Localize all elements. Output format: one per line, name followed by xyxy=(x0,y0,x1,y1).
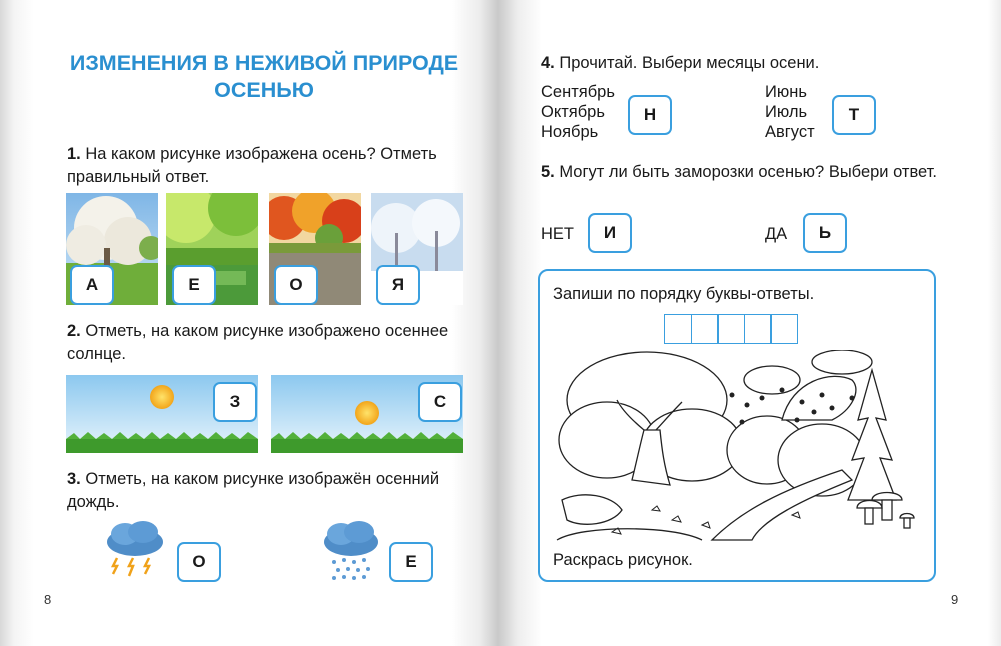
question-3-text: Отметь, на каком рисунке изображён осенний дождь. xyxy=(67,470,440,511)
question-1-text: На каком рисунке изображена осень? Отметь правильный ответ. xyxy=(67,145,437,186)
question-2-number: 2. xyxy=(67,322,81,340)
month-july: Июль xyxy=(765,103,808,121)
answer-cell[interactable] xyxy=(691,314,719,344)
answer-cell[interactable] xyxy=(744,314,772,344)
page-number-right: 9 xyxy=(951,592,959,607)
question-2 xyxy=(67,320,465,366)
answer-letter-n[interactable]: Н xyxy=(628,95,672,135)
answer-letter-ya[interactable]: Я xyxy=(376,265,420,305)
answer-cell[interactable] xyxy=(664,314,692,344)
answer-letter-e-rain[interactable]: Е xyxy=(389,542,433,582)
coloring-instruction: Раскрась рисунок. xyxy=(553,551,693,569)
question-4 xyxy=(541,52,941,75)
month-september: Сентябрь xyxy=(541,83,615,101)
thunderstorm-cloud-icon xyxy=(103,520,167,582)
month-november: Ноябрь xyxy=(541,123,599,141)
answer-letter-e[interactable]: Е xyxy=(172,265,216,305)
page-number-left: 8 xyxy=(44,592,52,607)
answer-letter-i[interactable]: И xyxy=(588,213,632,253)
answer-letter-soft-sign[interactable]: Ь xyxy=(803,213,847,253)
question-2-text: Отметь, на каком рисунке изображено осеннее солнце. xyxy=(67,322,449,363)
question-1-number: 1. xyxy=(67,145,81,163)
question-3-number: 3. xyxy=(67,470,81,488)
month-october: Октябрь xyxy=(541,103,605,121)
question-5 xyxy=(541,161,939,184)
question-3 xyxy=(67,468,465,514)
answer-letter-t[interactable]: Т xyxy=(832,95,876,135)
month-june: Июнь xyxy=(765,83,807,101)
question-1 xyxy=(67,143,467,189)
answer-letter-o-rain[interactable]: О xyxy=(177,542,221,582)
answer-letter-s[interactable]: С xyxy=(418,382,462,422)
question-5-text: Могут ли быть заморозки осенью? Выбери ответ. xyxy=(559,163,937,181)
answer-cell[interactable] xyxy=(717,314,745,344)
question-4-number: 4. xyxy=(541,54,555,72)
answer-letter-z[interactable]: З xyxy=(213,382,257,422)
answer-letter-a[interactable]: А xyxy=(70,265,114,305)
answer-cell[interactable] xyxy=(770,314,798,344)
question-4-text: Прочитай. Выбери месяцы осени. xyxy=(559,54,820,72)
answer-yes-label: ДА xyxy=(765,225,788,243)
month-august: Август xyxy=(765,123,815,141)
page-title: ИЗМЕНЕНИЯ В НЕЖИВОЙ ПРИРОДЕ ОСЕНЬЮ xyxy=(69,51,459,102)
question-5-number: 5. xyxy=(541,163,555,181)
answer-grid[interactable] xyxy=(664,314,797,344)
answer-letter-o[interactable]: О xyxy=(274,265,318,305)
answer-instruction: Запиши по порядку буквы-ответы. xyxy=(553,285,815,303)
rain-cloud-icon xyxy=(320,520,382,582)
coloring-forest-picture[interactable] xyxy=(552,350,926,546)
answer-no-label: НЕТ xyxy=(541,225,574,243)
